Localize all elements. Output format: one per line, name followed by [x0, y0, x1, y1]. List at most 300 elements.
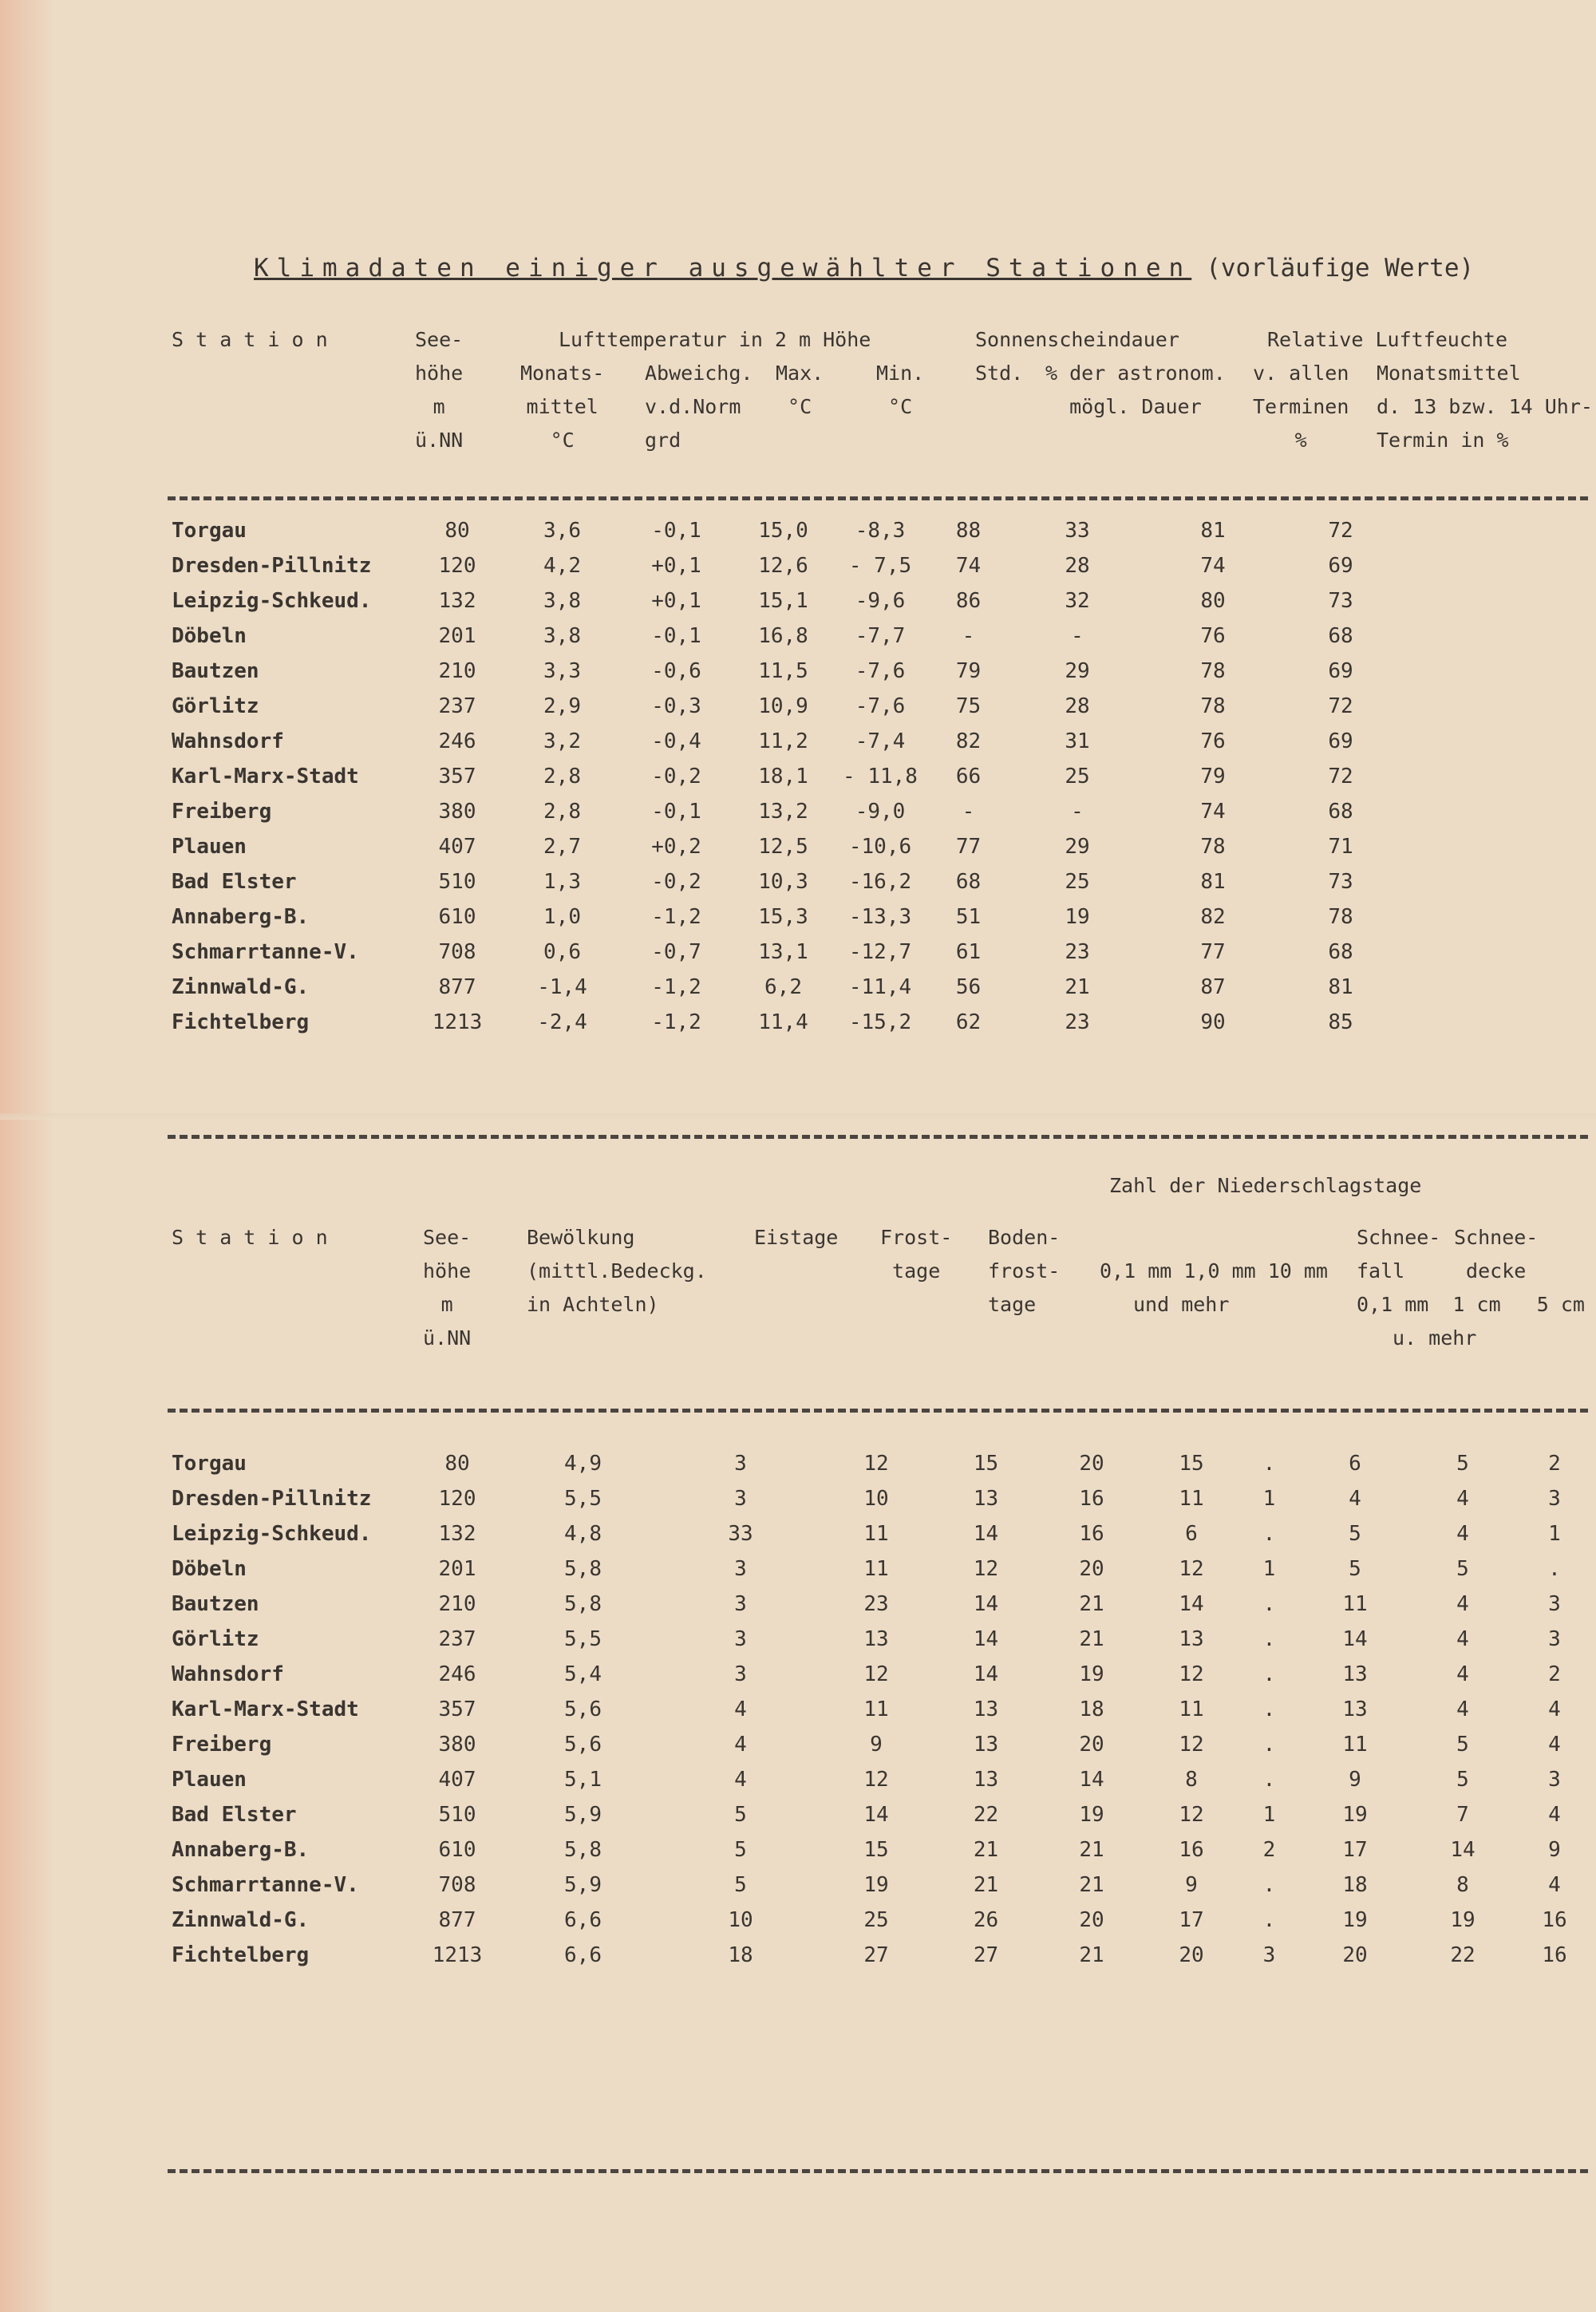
- table-cell: 21: [973, 1838, 999, 1862]
- table-cell: 4: [1548, 1873, 1561, 1897]
- table-cell: 4,9: [564, 1452, 602, 1476]
- table-cell: 77: [1200, 940, 1226, 964]
- table-cell: 74: [1200, 800, 1226, 824]
- table-cell: 246: [438, 729, 476, 753]
- table-cell: -7,6: [855, 659, 906, 683]
- table-cell: 3: [1548, 1592, 1561, 1616]
- table-cell: 3: [1548, 1768, 1561, 1792]
- table-cell: 15,0: [758, 519, 808, 543]
- table-cell: 15,3: [758, 905, 808, 929]
- table-cell: 21: [1079, 1838, 1104, 1862]
- table-cell: -1,2: [651, 975, 701, 999]
- table-cell: 31: [1065, 729, 1090, 753]
- table-cell: 14: [1342, 1627, 1368, 1651]
- table-cell: 12: [1179, 1662, 1204, 1686]
- table-cell: 6: [1185, 1522, 1198, 1546]
- table-cell: -0,7: [651, 940, 701, 964]
- table-cell: 5,8: [564, 1592, 602, 1616]
- table-cell: 20: [1342, 1943, 1368, 1967]
- paper-edge: [0, 0, 56, 2312]
- station-name: Bautzen: [172, 1592, 259, 1616]
- t1-sonne-group-header: Sonnenscheindauer: [975, 328, 1179, 351]
- table-cell: -0,2: [651, 765, 701, 788]
- table-cell: -0,1: [651, 800, 701, 824]
- station-name: Dresden-Pillnitz: [172, 554, 372, 578]
- station-name: Görlitz: [172, 694, 259, 718]
- t2-und-mehr-header: und mehr: [1133, 1293, 1230, 1316]
- table-cell: 68: [1328, 940, 1353, 964]
- table-row: [172, 829, 1400, 864]
- table-cell: 77: [955, 835, 982, 859]
- table-cell: 72: [1328, 694, 1353, 718]
- table-cell: .: [1262, 1522, 1276, 1546]
- table-cell: 74: [955, 554, 982, 578]
- table-cell: 15: [1179, 1452, 1204, 1476]
- table-cell: 2: [1262, 1838, 1276, 1862]
- table-row: [172, 970, 1400, 1005]
- table-cell: -0,3: [651, 694, 701, 718]
- table-row: [172, 1622, 1594, 1657]
- table-cell: 25: [1065, 765, 1090, 788]
- table-cell: 22: [973, 1803, 999, 1827]
- table-cell: 16,8: [758, 624, 808, 648]
- table-cell: 14: [973, 1522, 999, 1546]
- table-cell: 11,4: [758, 1010, 808, 1034]
- middle-separator: [168, 1135, 1588, 1139]
- table-row: [172, 1657, 1594, 1692]
- table-cell: 357: [438, 765, 476, 788]
- table-cell: 4: [1349, 1487, 1361, 1511]
- table-row: [172, 619, 1400, 654]
- table-cell: 21: [1079, 1592, 1104, 1616]
- title-main: Klimadaten einiger ausgewählter Stationen: [254, 254, 1192, 283]
- table-cell: 4: [734, 1697, 747, 1721]
- table-cell: 81: [1200, 519, 1226, 543]
- t2-separator: [168, 1409, 1588, 1413]
- station-name: Plauen: [172, 835, 247, 859]
- table-cell: 23: [863, 1592, 889, 1616]
- table-cell: 12,5: [758, 835, 808, 859]
- table-cell: 8: [1456, 1873, 1469, 1897]
- table-cell: -7,7: [855, 624, 906, 648]
- table-cell: 78: [1328, 905, 1353, 929]
- table-cell: 56: [955, 975, 982, 999]
- t2-seehoehe-header: See- höhe m ü.NN: [423, 1226, 472, 1350]
- table-cell: 120: [438, 554, 476, 578]
- station-name: Wahnsdorf: [172, 729, 284, 753]
- t1-monatsmittel-header: Monats- mittel °C: [520, 362, 605, 452]
- table-cell: 201: [438, 624, 476, 648]
- table-cell: +0,1: [651, 589, 701, 613]
- t1-alle-terminen-header: v. allen Terminen %: [1253, 362, 1349, 452]
- table-cell: .: [1262, 1733, 1276, 1757]
- table-cell: 1: [1262, 1803, 1276, 1827]
- table-cell: 10: [728, 1908, 753, 1932]
- table-cell: -0,1: [651, 624, 701, 648]
- table-cell: 69: [1328, 729, 1353, 753]
- t2-bewoelkung-header: Bewölkung (mittl.Bedeckg. in Achteln): [527, 1226, 707, 1316]
- table-cell: 13: [973, 1768, 999, 1792]
- table-cell: 79: [1200, 765, 1226, 788]
- station-name: Bautzen: [172, 659, 259, 683]
- station-name: Torgau: [172, 1452, 247, 1476]
- table-cell: 5,4: [564, 1662, 602, 1686]
- table-cell: 12,6: [758, 554, 808, 578]
- table-cell: 62: [955, 1010, 982, 1034]
- table-cell: 12: [1179, 1733, 1204, 1757]
- station-name: Torgau: [172, 519, 247, 543]
- table-cell: -0,6: [651, 659, 701, 683]
- table-cell: 132: [438, 1522, 476, 1546]
- table-cell: 29: [1065, 835, 1090, 859]
- table-cell: 73: [1328, 589, 1353, 613]
- table-cell: 27: [863, 1943, 889, 1967]
- table-cell: -1,2: [651, 1010, 701, 1034]
- table-cell: -16,2: [848, 870, 912, 894]
- table-cell: 610: [438, 905, 476, 929]
- table-cell: 5: [1456, 1768, 1469, 1792]
- table-cell: 76: [1200, 729, 1226, 753]
- table-cell: 1,0: [543, 905, 581, 929]
- station-name: Freiberg: [172, 800, 272, 824]
- table-cell: 4,2: [543, 554, 581, 578]
- table-cell: 4: [1456, 1662, 1469, 1686]
- table-cell: -2,4: [537, 1010, 587, 1034]
- table-cell: 3: [734, 1487, 747, 1511]
- table-cell: 6: [1349, 1452, 1361, 1476]
- table-cell: .: [1262, 1452, 1276, 1476]
- table-cell: 510: [438, 870, 476, 894]
- station-name: Fichtelberg: [172, 1943, 310, 1967]
- table-cell: 14: [1079, 1768, 1104, 1792]
- table-cell: .: [1548, 1557, 1561, 1581]
- table-cell: 4: [1456, 1592, 1469, 1616]
- table-cell: 4: [734, 1768, 747, 1792]
- table-cell: 3,3: [543, 659, 581, 683]
- table-cell: 15: [863, 1838, 889, 1862]
- table-cell: 11,5: [758, 659, 808, 683]
- table-cell: 78: [1200, 694, 1226, 718]
- table-cell: 15,1: [758, 589, 808, 613]
- table-cell: 11: [1179, 1697, 1204, 1721]
- t2-station-header: S t a t i o n: [172, 1226, 328, 1249]
- table-cell: 407: [438, 1768, 476, 1792]
- table-cell: 11: [863, 1697, 889, 1721]
- table-row: [172, 935, 1400, 970]
- table-cell: 4: [1548, 1803, 1561, 1827]
- table-cell: 1213: [432, 1943, 483, 1967]
- table-cell: -1,4: [537, 975, 587, 999]
- table-cell: 3: [734, 1662, 747, 1686]
- table-cell: 13: [973, 1733, 999, 1757]
- table-row: [172, 513, 1400, 548]
- t1-lufttemp-group-header: Lufttemperatur in 2 m Höhe: [559, 328, 871, 351]
- climate-table-2: [172, 1446, 1594, 1973]
- table-cell: 12: [863, 1662, 889, 1686]
- table-cell: 4: [1548, 1733, 1561, 1757]
- table-cell: 90: [1200, 1010, 1226, 1034]
- table-cell: 23: [1065, 940, 1090, 964]
- table-cell: 20: [1179, 1943, 1204, 1967]
- table-cell: 78: [1200, 659, 1226, 683]
- table-cell: 69: [1328, 554, 1353, 578]
- t1-abweichung-header: Abweichg. v.d.Norm grd: [645, 362, 753, 452]
- table-cell: 2: [1548, 1662, 1561, 1686]
- table-cell: - 7,5: [848, 554, 912, 578]
- table-row: [172, 1481, 1594, 1516]
- table-cell: 82: [955, 729, 982, 753]
- table-cell: 26: [973, 1908, 999, 1932]
- table-cell: 3,6: [543, 519, 581, 543]
- table-cell: .: [1262, 1592, 1276, 1616]
- table-cell: 88: [955, 519, 982, 543]
- table-cell: 12: [863, 1452, 889, 1476]
- table-cell: 68: [1328, 800, 1353, 824]
- table-row: [172, 1446, 1594, 1481]
- table-row: [172, 899, 1400, 935]
- table-cell: 6,6: [564, 1943, 602, 1967]
- table-cell: -0,2: [651, 870, 701, 894]
- table-cell: 246: [438, 1662, 476, 1686]
- table-cell: 877: [438, 975, 476, 999]
- table-cell: 3,2: [543, 729, 581, 753]
- station-name: Zinnwald-G.: [172, 975, 310, 999]
- table-cell: 12: [863, 1768, 889, 1792]
- table-cell: 21: [1079, 1943, 1104, 1967]
- station-name: Leipzig-Schkeud.: [172, 1522, 372, 1546]
- t2-eistage-header: Eistage: [754, 1226, 839, 1249]
- table-cell: 5,9: [564, 1803, 602, 1827]
- table-cell: 14: [973, 1662, 999, 1686]
- table-cell: 87: [1200, 975, 1226, 999]
- table-cell: 3: [1262, 1943, 1276, 1967]
- table-cell: 18: [728, 1943, 753, 1967]
- station-name: Döbeln: [172, 624, 247, 648]
- table-cell: 9: [1548, 1838, 1561, 1862]
- table-cell: 18,1: [758, 765, 808, 788]
- table-cell: 61: [955, 940, 982, 964]
- t1-separator: [168, 496, 1588, 500]
- table-cell: 610: [438, 1838, 476, 1862]
- table-cell: 877: [438, 1908, 476, 1932]
- table-cell: 5,1: [564, 1768, 602, 1792]
- table-cell: 13,2: [758, 800, 808, 824]
- table-cell: 5,8: [564, 1557, 602, 1581]
- table-cell: 1,3: [543, 870, 581, 894]
- table-cell: 16: [1079, 1522, 1104, 1546]
- station-name: Bad Elster: [172, 870, 297, 894]
- t2-schneefall-header: Schnee- fall: [1357, 1226, 1441, 1282]
- station-name: Schmarrtanne-V.: [172, 940, 359, 964]
- table-cell: 32: [1065, 589, 1090, 613]
- table-row: [172, 1692, 1594, 1727]
- table-cell: 9: [870, 1733, 883, 1757]
- table-cell: 72: [1328, 519, 1353, 543]
- table-cell: 16: [1079, 1487, 1104, 1511]
- table-cell: 12: [1179, 1557, 1204, 1581]
- table-cell: 75: [955, 694, 982, 718]
- t2-frosttage-header: Frost- tage: [880, 1226, 953, 1282]
- table-cell: 13: [863, 1627, 889, 1651]
- t2-schnee-sub-header: 0,1 mm 1 cm 5 cm: [1357, 1293, 1585, 1316]
- table-cell: 2,8: [543, 765, 581, 788]
- table-cell: 4: [1456, 1487, 1469, 1511]
- table-cell: 68: [1328, 624, 1353, 648]
- table-cell: 82: [1200, 905, 1226, 929]
- table-cell: 71: [1328, 835, 1353, 859]
- table-cell: 4: [1456, 1522, 1469, 1546]
- table-cell: 13: [973, 1487, 999, 1511]
- table-cell: 21: [1079, 1627, 1104, 1651]
- table-cell: 81: [1328, 975, 1353, 999]
- table-cell: -0,4: [651, 729, 701, 753]
- table-cell: 3,8: [543, 624, 581, 648]
- t1-monatsmittel-feuchte-header: Monatsmittel d. 13 bzw. 14 Uhr- Termin in %: [1377, 362, 1593, 452]
- table-cell: -7,6: [855, 694, 906, 718]
- table-cell: 4,8: [564, 1522, 602, 1546]
- table-cell: 3: [1548, 1627, 1561, 1651]
- table-row: [172, 1867, 1594, 1903]
- table-cell: 18: [1342, 1873, 1368, 1897]
- table-cell: 5,5: [564, 1487, 602, 1511]
- table-cell: 20: [1079, 1557, 1104, 1581]
- table-cell: 3: [734, 1592, 747, 1616]
- table-cell: 33: [728, 1522, 753, 1546]
- table-cell: 68: [955, 870, 982, 894]
- table-cell: 29: [1065, 659, 1090, 683]
- table-cell: 5,9: [564, 1873, 602, 1897]
- table-cell: 2,9: [543, 694, 581, 718]
- table-cell: 19: [1450, 1908, 1476, 1932]
- station-name: Görlitz: [172, 1627, 259, 1651]
- station-name: Karl-Marx-Stadt: [172, 765, 359, 788]
- table-cell: 8: [1185, 1768, 1198, 1792]
- table-cell: 33: [1065, 519, 1090, 543]
- table-cell: 28: [1065, 554, 1090, 578]
- table-cell: 16: [1542, 1908, 1567, 1932]
- table-cell: 74: [1200, 554, 1226, 578]
- table-cell: 9: [1185, 1873, 1198, 1897]
- table-cell: 5: [1456, 1557, 1469, 1581]
- table-cell: 14: [973, 1592, 999, 1616]
- table-cell: 12: [1179, 1803, 1204, 1827]
- table-cell: 14: [1179, 1592, 1204, 1616]
- table-cell: 1: [1548, 1522, 1561, 1546]
- table-cell: 13: [1342, 1697, 1368, 1721]
- table-cell: 28: [1065, 694, 1090, 718]
- table-cell: 9: [1349, 1768, 1361, 1792]
- station-name: Wahnsdorf: [172, 1662, 284, 1686]
- table-row: [172, 794, 1400, 829]
- table-cell: 51: [955, 905, 982, 929]
- table-row: [172, 759, 1400, 794]
- table-cell: 80: [444, 519, 470, 543]
- table-cell: -9,6: [855, 589, 906, 613]
- table-cell: 13: [973, 1697, 999, 1721]
- page-title: [254, 254, 1474, 283]
- table-cell: 210: [438, 1592, 476, 1616]
- table-cell: -7,4: [855, 729, 906, 753]
- table-cell: 86: [955, 589, 982, 613]
- table-cell: +0,1: [651, 554, 701, 578]
- table-cell: 78: [1200, 835, 1226, 859]
- table-cell: 11,2: [758, 729, 808, 753]
- table-cell: -10,6: [848, 835, 912, 859]
- table-cell: 73: [1328, 870, 1353, 894]
- table-cell: 357: [438, 1697, 476, 1721]
- table-cell: 21: [973, 1873, 999, 1897]
- station-name: Zinnwald-G.: [172, 1908, 310, 1932]
- table-cell: 16: [1179, 1838, 1204, 1862]
- table-row: [172, 724, 1400, 759]
- table-cell: 5: [734, 1873, 747, 1897]
- table-cell: 14: [1450, 1838, 1476, 1862]
- table-cell: 19: [1342, 1803, 1368, 1827]
- table-cell: 16: [1542, 1943, 1567, 1967]
- table-row: [172, 864, 1400, 899]
- t1-seehoehe-header: See- höhe m ü.NN: [415, 328, 464, 452]
- table-cell: 10,3: [758, 870, 808, 894]
- table-row: [172, 654, 1400, 689]
- table-cell: -9,0: [855, 800, 906, 824]
- t2-u-mehr-header: u. mehr: [1393, 1326, 1477, 1350]
- table-cell: -13,3: [848, 905, 912, 929]
- table-cell: 19: [1065, 905, 1090, 929]
- table-cell: 80: [444, 1452, 470, 1476]
- table-cell: 1: [1262, 1487, 1276, 1511]
- table-cell: 20: [1079, 1908, 1104, 1932]
- table-cell: 1213: [432, 1010, 483, 1034]
- station-name: Döbeln: [172, 1557, 247, 1581]
- table-cell: 120: [438, 1487, 476, 1511]
- table-cell: 11: [1342, 1592, 1368, 1616]
- table-cell: 27: [973, 1943, 999, 1967]
- table-cell: 4: [1456, 1627, 1469, 1651]
- table-cell: 11: [863, 1557, 889, 1581]
- t1-std-header: Std.: [975, 362, 1024, 385]
- table-cell: 6,6: [564, 1908, 602, 1932]
- table-row: [172, 1762, 1594, 1797]
- table-row: [172, 689, 1400, 724]
- table-cell: 201: [438, 1557, 476, 1581]
- table-cell: 2,7: [543, 835, 581, 859]
- table-cell: 708: [438, 940, 476, 964]
- climate-table-1: [172, 513, 1400, 1040]
- table-cell: 3,8: [543, 589, 581, 613]
- table-cell: 14: [973, 1627, 999, 1651]
- table-cell: -: [1071, 800, 1084, 824]
- table-cell: .: [1262, 1627, 1276, 1651]
- station-name: Plauen: [172, 1768, 247, 1792]
- table-cell: 6,2: [764, 975, 802, 999]
- table-row: [172, 1938, 1594, 1973]
- table-cell: 4: [734, 1733, 747, 1757]
- table-cell: 25: [1065, 870, 1090, 894]
- table-row: [172, 1797, 1594, 1832]
- table-cell: -1,2: [651, 905, 701, 929]
- table-cell: 25: [863, 1908, 889, 1932]
- table-cell: 5: [1456, 1733, 1469, 1757]
- table-cell: -11,4: [848, 975, 912, 999]
- table-cell: 22: [1450, 1943, 1476, 1967]
- table-cell: 15: [973, 1452, 999, 1476]
- table-row: [172, 1587, 1594, 1622]
- table-cell: 19: [863, 1873, 889, 1897]
- table-cell: +0,2: [651, 835, 701, 859]
- table-cell: 4: [1456, 1697, 1469, 1721]
- table-row: [172, 1551, 1594, 1587]
- table-cell: 3: [734, 1557, 747, 1581]
